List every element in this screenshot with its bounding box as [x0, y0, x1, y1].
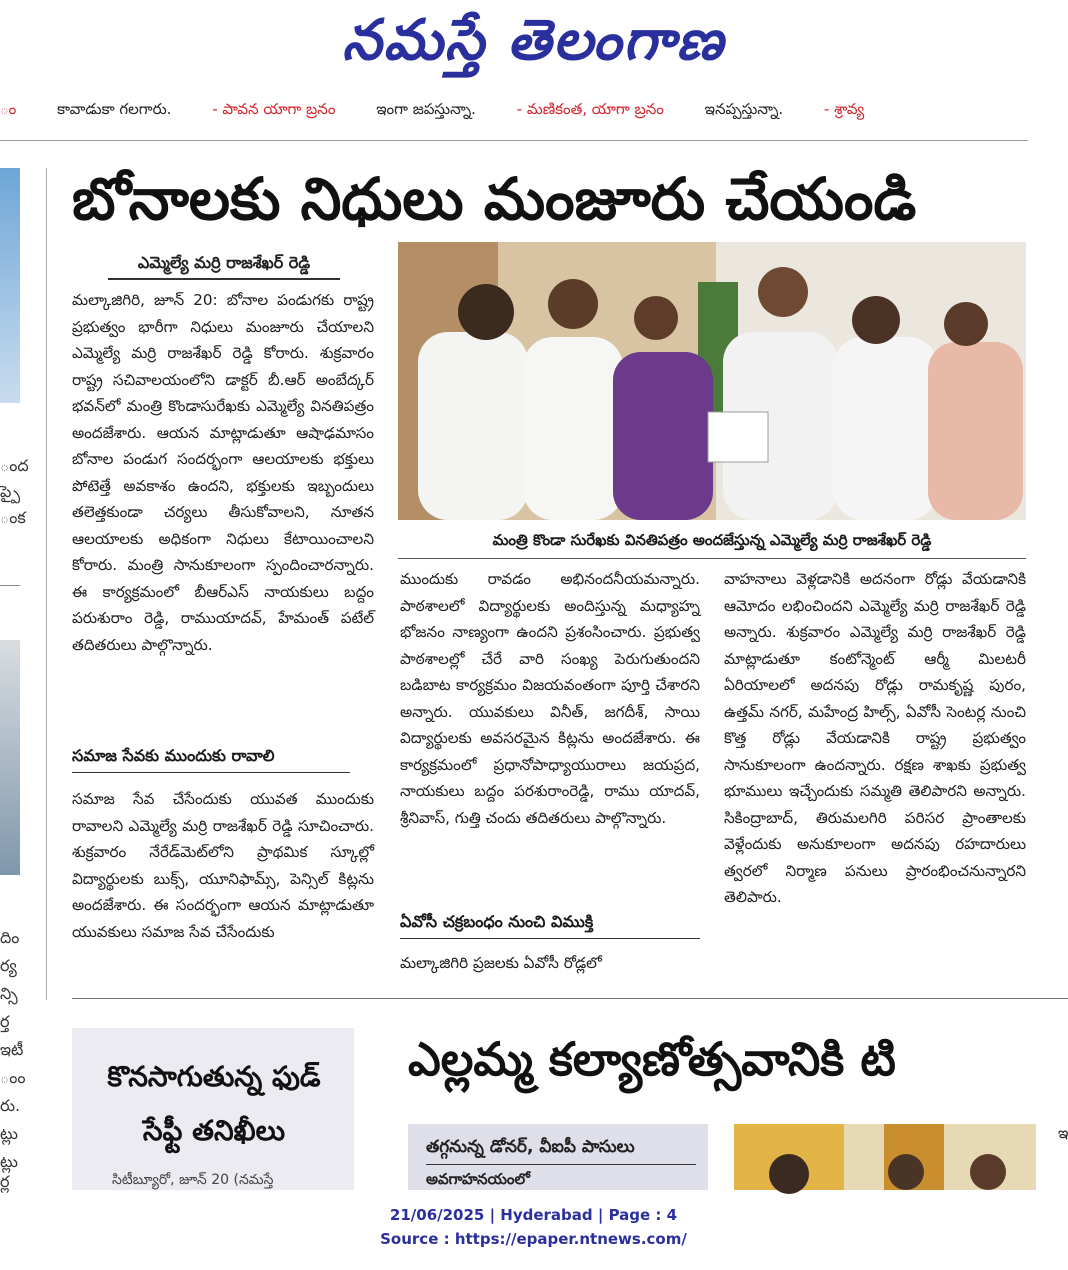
left-cut-text: ంక [0, 508, 26, 527]
left-cut-text: ంం [0, 1068, 26, 1087]
second-article-subhead: తగ్గనున్న డోనర్, వీఐపీ పాసులు [426, 1130, 696, 1165]
ticker-item: కావాడుకా గలగారు. [57, 100, 172, 118]
left-cut-text: ంద [0, 456, 29, 475]
article-column-1b [72, 786, 374, 982]
article-paragraph: ముందుకు రావడం అభినందనీయమన్నారు. పాఠశాలలో విద్యార్థులకు అందిస్తున్న మధ్యాహ్న భోజనం నాణ్యంగా ఉందని ప్రశంసించారు. ప్రభుత్వ పాఠశాలల్లో చేరే వారి సంఖ్య పెరుగుతుందని బడిబాట కార్యక్రమం విజయవంతంగా పూర్తి చేశారని అన్నారు. యువకులు వినీత్, జగదీశ్, సాయి విద్యార్థులకు అవసరమైన కిట్లను అందజేశారు. ఈ కార్యక్రమంలో ప్రధానోపాధ్యాయురాలు జయప్రద, నాయకులు బద్దం పరశురాంరెడ్డి, రాము యాదవ్, శ్రీనివాస్, గుత్తి చందు తదితరులు పాల్గొన్నారు. [400, 570, 700, 827]
article-paragraph: వాహనాలు వెళ్లడానికి అదనంగా రోడ్లు వేయడానికి ఆమోదం లభించిందని ఎమ్మెల్యే మర్రి రాజశేఖర్ రెడ్డి అన్నారు. శుక్రవారం ఎమ్మెల్యే మర్రి రాజశేఖర్ రెడ్డి మాట్లాడుతూ కంటోన్మెంట్ ఆర్మీ మిలటరీ ఏరియాలలో అదనపు రోడ్లు రామకృష్ణ పురం, ఉత్తమ్ నగర్, మహేంద్ర హిల్స్, ఏవోసీ సెంటర్ల నుంచి కొత్త రోడ్లు వేయడానికి రాష్ట్ర ప్రభుత్వం సానుకూలంగా ఉందన్నారు. రక్షణ శాఖకు ప్రభుత్వ భూములు ఇచ్చేందుకు సమ్మతి తెలిపారని అన్నారు. సికింద్రాబాద్, తిరుమలగిరి పరిసర ప్రాంతాలకు వెళ్లేందుకు అనుకూలంగా అదనపు రహదారులు త్వరలో నిర్మాణ పనులు ప్రారంభించనున్నారని తెలిపారు. [724, 570, 1026, 906]
ticker-item: ఇనప్పస్తున్నా. [704, 100, 784, 118]
article-photo [398, 242, 1026, 520]
second-article-photo [734, 1124, 1036, 1190]
second-article-headline: ఎల్లమ్మ కల్యాణోత్సవానికి టి [408, 1032, 896, 1086]
ticker-item: ం [0, 100, 17, 118]
left-cut-text: న్సి [0, 984, 18, 1003]
left-cut-text: దిం [0, 928, 20, 947]
right-cut-text: ఇ [1058, 1124, 1068, 1142]
left-cut-text: ట్లు [0, 1152, 18, 1171]
footer-date-line: 21/06/2025 | Hyderabad | Page : 4 [389, 1206, 678, 1224]
left-cut-text: ర్ల [0, 1172, 10, 1191]
photo-illustration [398, 242, 1026, 520]
article-paragraph: మల్కాజిగిరి ప్రజలకు ఏవోసీ రోడ్లలో [400, 954, 602, 972]
second-article-subhead-2: అవగాహనయంలో [426, 1170, 530, 1188]
section-divider [72, 998, 1068, 999]
article-subhead: సమాజ సేవకు ముందుకు రావాలి [72, 740, 350, 773]
footer-source-link[interactable]: Source : https://epaper.ntnews.com/ [380, 1230, 687, 1248]
left-cut-text: ప్పై [0, 482, 21, 501]
left-cut-text: ర్య [0, 956, 17, 975]
left-cut-text: ట్లు [0, 1124, 18, 1143]
ticker-item: - మణికంత, యాగా బ్రనం [516, 100, 664, 118]
masthead-logo: నమస్తే తెలంగాణ [342, 8, 725, 73]
left-cut-text: రు. [0, 1096, 21, 1115]
article-paragraph: మల్కాజిగిరి, జూన్ 20: బోనాల పండుగకు రాష్ట్ర ప్రభుత్వం భారీగా నిధులు మంజూరు చేయాలని ఎమ్మెల్యే మర్రి రాజశేఖర్ రెడ్డి కోరారు. శుక్రవారం రాష్ట్ర సచివాలయంలోని డాక్టర్ బీ.ఆర్ అంబేద్కర్ భవన్‌లో మంత్రి కొండాసురేఖకు ఎమ్మెల్యే వినతిపత్రం అందజేశారు. ఆయన మాట్లాడుతూ ఆషాఢమాసం బోనాల పండుగ సందర్భంగా ఆలయాలకు భక్తులు పోటెత్తే అవకాశం ఉందని, భక్తులకు ఇబ్బందులు తలెత్తకుండా చర్యలు తీసుకోవాలని, నూతన ఆలయాలకు అధికంగా నిధులు కేటాయించాలని కోరారు. మంత్రి సానుకూలంగా స్పందించారన్నారు. ఈ కార్యక్రమంలో బీఆర్‌ఎస్ నాయకులు బద్దం పరుశురాం రెడ్డి, రాముయాదవ్, హేమంత్ పటేల్ తదితరులు పాల్గొన్నారు. [72, 291, 374, 654]
ticker-item: ఇంగా జపస్తున్నా. [376, 100, 476, 118]
left-cut-column [0, 168, 29, 1191]
ticker-item: - శ్రావ్య [823, 100, 865, 118]
food-safety-headline: కొనసాగుతున్న ఫుడ్ సేఫ్టీ తనిఖీలు [107, 1060, 321, 1147]
article-subhead: ఏవోసీ చక్రబంధం నుంచి విముక్తి [400, 906, 700, 939]
article-column-1 [72, 287, 374, 733]
article-column-3 [724, 566, 1026, 982]
masthead-divider [0, 140, 1028, 141]
ticker-item: - పావన యాగా బ్రనం [212, 100, 336, 118]
column-divider [46, 168, 47, 1000]
food-safety-snippet: సిటీబ్యూరో, జూన్ 20 (నమస్తే [112, 1172, 274, 1188]
article-paragraph: సమాజ సేవ చేసేందుకు యువత ముందుకు రావాలని ఎమ్మెల్యే మర్రి రాజశేఖర్ రెడ్డి సూచించారు. శుక్రవారం నేరేడ్‌మెట్‌లోని ప్రాథమిక స్కూల్లో విద్యార్థులకు బుక్స్, యూనిఫామ్స్, పెన్సిల్ కిట్లను అందజేశారు. ఈ సందర్భంగా ఆయన మాట్లాడుతూ యువకులు సమాజ సేవ చేసేందుకు [72, 790, 374, 941]
ticker-strip [0, 92, 1030, 126]
article-column-2b [400, 950, 700, 980]
article-headline: బోనాలకు నిధులు మంజూరు చేయండి [72, 165, 917, 233]
left-cut-text: ఇటీ [0, 1040, 24, 1059]
article-column-2 [400, 566, 700, 896]
left-cut-text: ర్త [0, 1012, 10, 1031]
article-byline: ఎమ్మెల్యే మర్రి రాజశేఖర్ రెడ్డి [108, 248, 340, 280]
photo-illustration [734, 1124, 1036, 1190]
photo-caption: మంత్రి కొండా సురేఖకు వినతిపత్రం అందజేస్తున్న ఎమ్మెల్యే మర్రి రాజశేఖర్ రెడ్డి [398, 522, 1026, 559]
